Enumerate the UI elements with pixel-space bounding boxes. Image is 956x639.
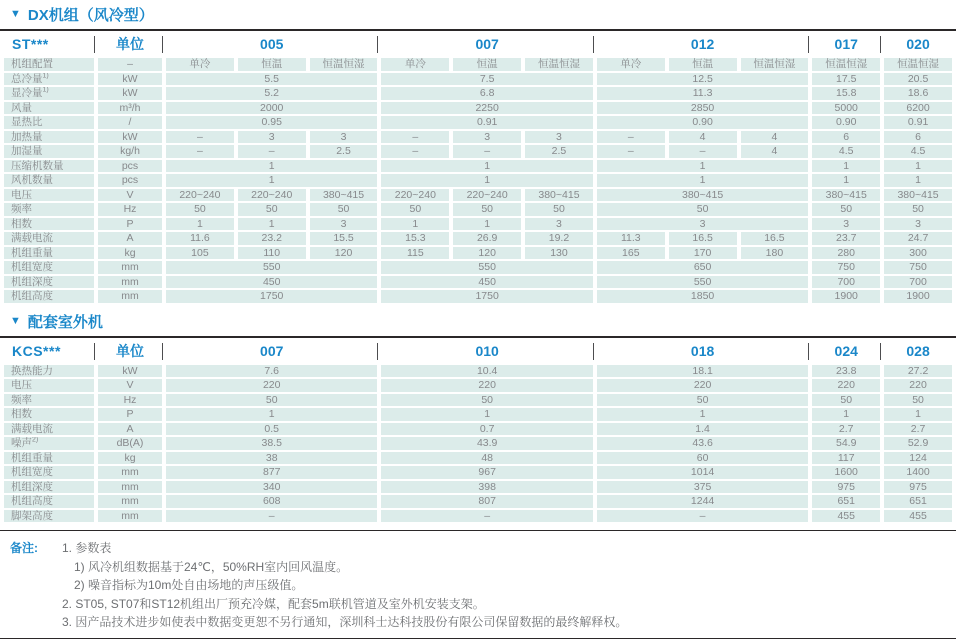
value-cell: 0.91 bbox=[884, 116, 952, 129]
value-cell: 120 bbox=[310, 247, 378, 260]
value-cell: 1 bbox=[597, 160, 808, 173]
value-cell: 1 bbox=[884, 174, 952, 187]
value-cell: 23.8 bbox=[812, 365, 880, 378]
value-cell: 恒温恒湿 bbox=[884, 58, 952, 71]
value-cell: 1850 bbox=[597, 290, 808, 303]
model-header: 007 bbox=[166, 340, 377, 363]
value-cell: – bbox=[381, 131, 449, 144]
value-cell: 2.7 bbox=[812, 423, 880, 436]
spec-table-row bbox=[4, 408, 952, 421]
outdoor-unit-spec-table bbox=[0, 338, 956, 525]
value-cell: 6 bbox=[884, 131, 952, 144]
value-cell: 2250 bbox=[381, 102, 592, 115]
value-cell: 19.2 bbox=[525, 232, 593, 245]
value-cell: 165 bbox=[597, 247, 665, 260]
value-cell: 50 bbox=[310, 203, 378, 216]
model-header: 005 bbox=[166, 33, 377, 56]
spec-table-row bbox=[4, 189, 952, 202]
unit-cell: mm bbox=[98, 276, 162, 289]
value-cell: 340 bbox=[166, 481, 377, 494]
value-cell: 124 bbox=[884, 452, 952, 465]
value-cell: 24.7 bbox=[884, 232, 952, 245]
value-cell: 651 bbox=[812, 495, 880, 508]
unit-cell: kW bbox=[98, 131, 162, 144]
unit-cell: kg bbox=[98, 452, 162, 465]
spec-table-row bbox=[4, 218, 952, 231]
unit-cell: A bbox=[98, 232, 162, 245]
series-name-header: ST*** bbox=[4, 33, 94, 56]
value-cell: 4 bbox=[669, 131, 737, 144]
value-cell: 2.5 bbox=[525, 145, 593, 158]
value-cell: 3 bbox=[453, 131, 521, 144]
value-cell: 455 bbox=[812, 510, 880, 523]
value-cell: 50 bbox=[238, 203, 306, 216]
value-cell: 1 bbox=[812, 408, 880, 421]
value-cell: 550 bbox=[166, 261, 377, 274]
parameter-label-cell: 显热比 bbox=[4, 116, 94, 129]
value-cell: 2.5 bbox=[310, 145, 378, 158]
value-cell: 967 bbox=[381, 466, 592, 479]
value-cell: 1 bbox=[166, 408, 377, 421]
value-cell: 4.5 bbox=[812, 145, 880, 158]
spec-table-header-row bbox=[4, 340, 952, 363]
parameter-label-cell: 相数 bbox=[4, 218, 94, 231]
unit-cell: kg bbox=[98, 247, 162, 260]
spec-table-row bbox=[4, 495, 952, 508]
value-cell: – bbox=[597, 145, 665, 158]
value-cell: 3 bbox=[238, 131, 306, 144]
value-cell: 170 bbox=[669, 247, 737, 260]
value-cell: 380~415 bbox=[525, 189, 593, 202]
value-cell: 4 bbox=[741, 145, 809, 158]
unit-cell: mm bbox=[98, 261, 162, 274]
unit-cell: P bbox=[98, 408, 162, 421]
value-cell: 50 bbox=[166, 394, 377, 407]
model-header: 028 bbox=[884, 340, 952, 363]
unit-cell: dB(A) bbox=[98, 437, 162, 450]
value-cell: 1 bbox=[812, 174, 880, 187]
unit-cell: V bbox=[98, 189, 162, 202]
note-line: 3. 因产品技术进步如使表中数据变更恕不另行通知，深圳科士达科技股份有限公司保留数据的最终解释权。 bbox=[62, 615, 628, 629]
unit-cell: mm bbox=[98, 510, 162, 523]
value-cell: 26.9 bbox=[453, 232, 521, 245]
value-cell: 12.5 bbox=[597, 73, 808, 86]
value-cell: 3 bbox=[310, 131, 378, 144]
value-cell: 1014 bbox=[597, 466, 808, 479]
value-cell: 15.3 bbox=[381, 232, 449, 245]
parameter-label-cell: 机组宽度 bbox=[4, 261, 94, 274]
value-cell: 恒温恒湿 bbox=[310, 58, 378, 71]
spec-table-row bbox=[4, 102, 952, 115]
value-cell: 5.5 bbox=[166, 73, 377, 86]
value-cell: 220~240 bbox=[166, 189, 234, 202]
unit-column-header: 单位 bbox=[98, 33, 162, 56]
value-cell: 975 bbox=[884, 481, 952, 494]
value-cell: 0.90 bbox=[812, 116, 880, 129]
value-cell: 单冷 bbox=[597, 58, 665, 71]
value-cell: 1750 bbox=[381, 290, 592, 303]
value-cell: 38 bbox=[166, 452, 377, 465]
spec-table-row bbox=[4, 510, 952, 523]
value-cell: 1244 bbox=[597, 495, 808, 508]
value-cell: 43.9 bbox=[381, 437, 592, 450]
value-cell: 54.9 bbox=[812, 437, 880, 450]
value-cell: 50 bbox=[812, 394, 880, 407]
model-header: 017 bbox=[812, 33, 880, 56]
unit-cell: Hz bbox=[98, 394, 162, 407]
parameter-label-cell: 机组高度 bbox=[4, 495, 94, 508]
value-cell: – bbox=[381, 510, 592, 523]
spec-table-row bbox=[4, 131, 952, 144]
spec-table-row bbox=[4, 466, 952, 479]
value-cell: 380~415 bbox=[310, 189, 378, 202]
value-cell: 975 bbox=[812, 481, 880, 494]
unit-cell: kW bbox=[98, 87, 162, 100]
value-cell: 1 bbox=[597, 174, 808, 187]
value-cell: 恒温 bbox=[669, 58, 737, 71]
value-cell: 550 bbox=[381, 261, 592, 274]
value-cell: 375 bbox=[597, 481, 808, 494]
parameter-label-cell: 频率 bbox=[4, 203, 94, 216]
value-cell: 115 bbox=[381, 247, 449, 260]
value-cell: 110 bbox=[238, 247, 306, 260]
spec-table-row bbox=[4, 481, 952, 494]
notes-section bbox=[0, 531, 956, 638]
spec-table-row bbox=[4, 276, 952, 289]
parameter-label-cell: 机组配置 bbox=[4, 58, 94, 71]
value-cell: 2.7 bbox=[884, 423, 952, 436]
triangle-icon: ▼ bbox=[10, 314, 21, 327]
value-cell: 0.95 bbox=[166, 116, 377, 129]
parameter-label-cell: 加湿量 bbox=[4, 145, 94, 158]
spec-table-header-row bbox=[4, 33, 952, 56]
spec-table-row bbox=[4, 203, 952, 216]
value-cell: 1 bbox=[812, 160, 880, 173]
spec-table-row bbox=[4, 452, 952, 465]
value-cell: 60 bbox=[597, 452, 808, 465]
unit-cell: mm bbox=[98, 495, 162, 508]
value-cell: 6 bbox=[812, 131, 880, 144]
value-cell: 16.5 bbox=[741, 232, 809, 245]
value-cell: 180 bbox=[741, 247, 809, 260]
spec-table-row bbox=[4, 394, 952, 407]
parameter-label-cell: 满载电流 bbox=[4, 423, 94, 436]
unit-cell: – bbox=[98, 58, 162, 71]
spec-table-row bbox=[4, 290, 952, 303]
value-cell: 16.5 bbox=[669, 232, 737, 245]
value-cell: 4 bbox=[741, 131, 809, 144]
parameter-label-cell: 总冷量$^{1)}$ bbox=[4, 73, 94, 86]
value-cell: 651 bbox=[884, 495, 952, 508]
value-cell: – bbox=[166, 510, 377, 523]
value-cell: 700 bbox=[812, 276, 880, 289]
spec-table-row bbox=[4, 58, 952, 71]
section-title-text: DX机组（风冷型） bbox=[27, 7, 154, 24]
value-cell: – bbox=[381, 145, 449, 158]
value-cell: 0.90 bbox=[597, 116, 808, 129]
value-cell: 220 bbox=[166, 379, 377, 392]
value-cell: 220 bbox=[884, 379, 952, 392]
parameter-label-cell: 满载电流 bbox=[4, 232, 94, 245]
spec-table-row bbox=[4, 73, 952, 86]
value-cell: 52.9 bbox=[884, 437, 952, 450]
value-cell: 380~415 bbox=[812, 189, 880, 202]
spec-table-row bbox=[4, 247, 952, 260]
value-cell: 1 bbox=[381, 174, 592, 187]
value-cell: 450 bbox=[381, 276, 592, 289]
unit-cell: V bbox=[98, 379, 162, 392]
note-line: 2. ST05, ST07和ST12机组出厂预充冷媒，配套5m联机管道及室外机安装支架。 bbox=[62, 596, 485, 611]
value-cell: 43.6 bbox=[597, 437, 808, 450]
value-cell: 3 bbox=[310, 218, 378, 231]
model-header: 018 bbox=[597, 340, 808, 363]
value-cell: 11.3 bbox=[597, 87, 808, 100]
spec-table-row bbox=[4, 437, 952, 450]
value-cell: 380~415 bbox=[597, 189, 808, 202]
value-cell: 1 bbox=[166, 160, 377, 173]
value-cell: 220 bbox=[812, 379, 880, 392]
value-cell: 2850 bbox=[597, 102, 808, 115]
value-cell: – bbox=[166, 145, 234, 158]
value-cell: 117 bbox=[812, 452, 880, 465]
value-cell: 220~240 bbox=[453, 189, 521, 202]
note-line: 1. 参数表 bbox=[62, 541, 112, 555]
unit-cell: pcs bbox=[98, 174, 162, 187]
notes-label: 备注: bbox=[10, 541, 38, 555]
value-cell: 2000 bbox=[166, 102, 377, 115]
value-cell: 3 bbox=[884, 218, 952, 231]
unit-cell: P bbox=[98, 218, 162, 231]
value-cell: 18.6 bbox=[884, 87, 952, 100]
value-cell: 50 bbox=[884, 394, 952, 407]
parameter-label-cell: 加热量 bbox=[4, 131, 94, 144]
value-cell: 50 bbox=[812, 203, 880, 216]
value-cell: 0.5 bbox=[166, 423, 377, 436]
model-header: 020 bbox=[884, 33, 952, 56]
unit-cell: mm bbox=[98, 481, 162, 494]
unit-cell: / bbox=[98, 116, 162, 129]
section-title-outdoor-units bbox=[0, 309, 956, 336]
value-cell: 1.4 bbox=[597, 423, 808, 436]
model-header: 007 bbox=[381, 33, 592, 56]
value-cell: 1 bbox=[166, 174, 377, 187]
value-cell: 0.91 bbox=[381, 116, 592, 129]
dx-unit-spec-table bbox=[0, 31, 956, 305]
unit-cell: mm bbox=[98, 290, 162, 303]
value-cell: 1 bbox=[238, 218, 306, 231]
parameter-label-cell: 机组深度 bbox=[4, 276, 94, 289]
spec-table-row bbox=[4, 87, 952, 100]
value-cell: 50 bbox=[381, 203, 449, 216]
value-cell: 恒温恒湿 bbox=[525, 58, 593, 71]
spec-table-row bbox=[4, 116, 952, 129]
spec-table-row bbox=[4, 423, 952, 436]
value-cell: 17.5 bbox=[812, 73, 880, 86]
value-cell: 38.5 bbox=[166, 437, 377, 450]
value-cell: 750 bbox=[812, 261, 880, 274]
value-cell: 450 bbox=[166, 276, 377, 289]
parameter-label-cell: 风量 bbox=[4, 102, 94, 115]
value-cell: 1 bbox=[597, 408, 808, 421]
value-cell: 恒温恒湿 bbox=[812, 58, 880, 71]
value-cell: – bbox=[597, 510, 808, 523]
value-cell: 5.2 bbox=[166, 87, 377, 100]
value-cell: 3 bbox=[525, 218, 593, 231]
parameter-label-cell: 机组深度 bbox=[4, 481, 94, 494]
series-name-header: KCS*** bbox=[4, 340, 94, 363]
value-cell: 455 bbox=[884, 510, 952, 523]
value-cell: 恒温恒湿 bbox=[741, 58, 809, 71]
value-cell: 3 bbox=[525, 131, 593, 144]
value-cell: 23.7 bbox=[812, 232, 880, 245]
value-cell: – bbox=[453, 145, 521, 158]
value-cell: 877 bbox=[166, 466, 377, 479]
value-cell: 15.5 bbox=[310, 232, 378, 245]
value-cell: 1600 bbox=[812, 466, 880, 479]
value-cell: 220~240 bbox=[238, 189, 306, 202]
model-header: 010 bbox=[381, 340, 592, 363]
divider-line bbox=[0, 638, 956, 639]
value-cell: – bbox=[238, 145, 306, 158]
value-cell: 10.4 bbox=[381, 365, 592, 378]
value-cell: 50 bbox=[453, 203, 521, 216]
value-cell: 50 bbox=[166, 203, 234, 216]
value-cell: 7.5 bbox=[381, 73, 592, 86]
note-line: 2) 噪音指标为10m处自由场地的声压级值。 bbox=[74, 578, 304, 592]
value-cell: 单冷 bbox=[166, 58, 234, 71]
value-cell: 1 bbox=[166, 218, 234, 231]
parameter-label-cell: 频率 bbox=[4, 394, 94, 407]
value-cell: 50 bbox=[884, 203, 952, 216]
value-cell: 恒温 bbox=[453, 58, 521, 71]
value-cell: 1 bbox=[453, 218, 521, 231]
value-cell: 50 bbox=[525, 203, 593, 216]
value-cell: – bbox=[669, 145, 737, 158]
value-cell: – bbox=[166, 131, 234, 144]
value-cell: 27.2 bbox=[884, 365, 952, 378]
value-cell: 4.5 bbox=[884, 145, 952, 158]
parameter-label-cell: 换热能力 bbox=[4, 365, 94, 378]
value-cell: 1 bbox=[381, 160, 592, 173]
value-cell: 220 bbox=[381, 379, 592, 392]
parameter-label-cell: 电压 bbox=[4, 379, 94, 392]
spec-table-row bbox=[4, 232, 952, 245]
unit-cell: kW bbox=[98, 365, 162, 378]
value-cell: 1900 bbox=[884, 290, 952, 303]
section-title-dx-units bbox=[0, 2, 956, 29]
notes-body bbox=[62, 539, 627, 632]
value-cell: 0.7 bbox=[381, 423, 592, 436]
unit-cell: mm bbox=[98, 466, 162, 479]
value-cell: 130 bbox=[525, 247, 593, 260]
parameter-label-cell: 风机数量 bbox=[4, 174, 94, 187]
value-cell: 280 bbox=[812, 247, 880, 260]
value-cell: 50 bbox=[381, 394, 592, 407]
spec-table-row bbox=[4, 261, 952, 274]
value-cell: 50 bbox=[597, 203, 808, 216]
value-cell: 1 bbox=[381, 218, 449, 231]
value-cell: 3 bbox=[812, 218, 880, 231]
value-cell: 398 bbox=[381, 481, 592, 494]
parameter-label-cell: 机组重量 bbox=[4, 247, 94, 260]
model-header: 012 bbox=[597, 33, 808, 56]
value-cell: 7.6 bbox=[166, 365, 377, 378]
value-cell: 3 bbox=[597, 218, 808, 231]
value-cell: 48 bbox=[381, 452, 592, 465]
value-cell: 1750 bbox=[166, 290, 377, 303]
unit-cell: A bbox=[98, 423, 162, 436]
value-cell: 1 bbox=[884, 408, 952, 421]
parameter-label-cell: 机组高度 bbox=[4, 290, 94, 303]
triangle-icon: ▼ bbox=[10, 8, 21, 20]
value-cell: 6200 bbox=[884, 102, 952, 115]
unit-column-header: 单位 bbox=[98, 340, 162, 363]
value-cell: 1900 bbox=[812, 290, 880, 303]
value-cell: 1 bbox=[884, 160, 952, 173]
value-cell: 恒温 bbox=[238, 58, 306, 71]
value-cell: – bbox=[597, 131, 665, 144]
parameter-label-cell: 显冷量$^{1)}$ bbox=[4, 87, 94, 100]
value-cell: 650 bbox=[597, 261, 808, 274]
value-cell: 23.2 bbox=[238, 232, 306, 245]
note-line: 1) 风冷机组数据基于24℃，50%RH室内回风温度。 bbox=[74, 559, 349, 574]
value-cell: 1400 bbox=[884, 466, 952, 479]
parameter-label-cell: 机组宽度 bbox=[4, 466, 94, 479]
unit-cell: Hz bbox=[98, 203, 162, 216]
value-cell: 18.1 bbox=[597, 365, 808, 378]
parameter-label-cell: 机组重量 bbox=[4, 452, 94, 465]
value-cell: 380~415 bbox=[884, 189, 952, 202]
spec-table-row bbox=[4, 365, 952, 378]
model-header: 024 bbox=[812, 340, 880, 363]
spec-table-row bbox=[4, 174, 952, 187]
section-title-text: 配套室外机 bbox=[27, 313, 103, 331]
value-cell: 15.8 bbox=[812, 87, 880, 100]
value-cell: 105 bbox=[166, 247, 234, 260]
value-cell: 6.8 bbox=[381, 87, 592, 100]
value-cell: 11.6 bbox=[166, 232, 234, 245]
value-cell: 120 bbox=[453, 247, 521, 260]
value-cell: 50 bbox=[597, 394, 808, 407]
value-cell: 550 bbox=[597, 276, 808, 289]
spec-table-row bbox=[4, 379, 952, 392]
unit-cell: kW bbox=[98, 73, 162, 86]
parameter-label-cell: 相数 bbox=[4, 408, 94, 421]
value-cell: 1 bbox=[381, 408, 592, 421]
value-cell: 807 bbox=[381, 495, 592, 508]
unit-cell: m³/h bbox=[98, 102, 162, 115]
value-cell: 5000 bbox=[812, 102, 880, 115]
value-cell: 220 bbox=[597, 379, 808, 392]
unit-cell: kg/h bbox=[98, 145, 162, 158]
parameter-label-cell: 电压 bbox=[4, 189, 94, 202]
value-cell: 608 bbox=[166, 495, 377, 508]
value-cell: 300 bbox=[884, 247, 952, 260]
parameter-label-cell: 噪声$^{2)}$ bbox=[4, 437, 94, 450]
spec-table-row bbox=[4, 145, 952, 158]
value-cell: 220~240 bbox=[381, 189, 449, 202]
spec-table-row bbox=[4, 160, 952, 173]
unit-cell: pcs bbox=[98, 160, 162, 173]
parameter-label-cell: 压缩机数量 bbox=[4, 160, 94, 173]
value-cell: 20.5 bbox=[884, 73, 952, 86]
value-cell: 700 bbox=[884, 276, 952, 289]
parameter-label-cell: 脚架高度 bbox=[4, 510, 94, 523]
value-cell: 11.3 bbox=[597, 232, 665, 245]
value-cell: 750 bbox=[884, 261, 952, 274]
value-cell: 单冷 bbox=[381, 58, 449, 71]
